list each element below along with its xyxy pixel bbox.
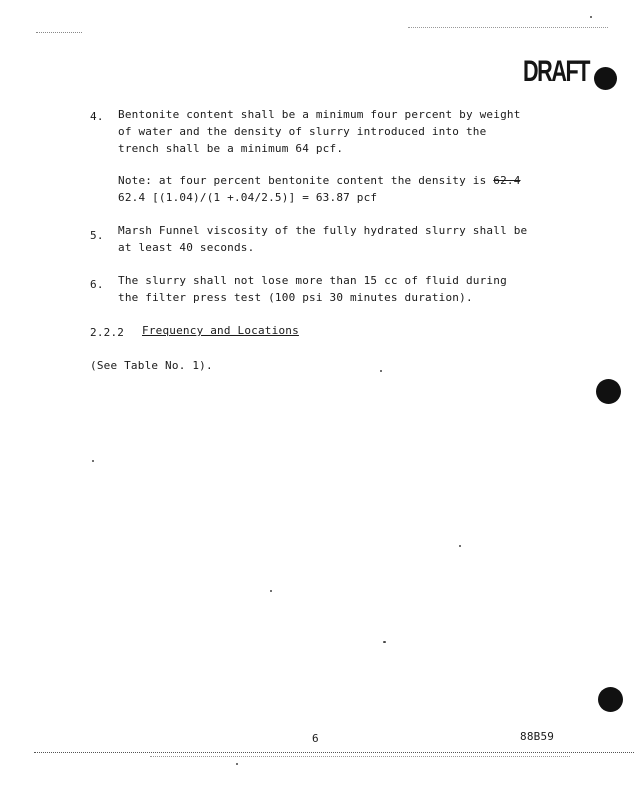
list-item-line: at least 40 seconds.	[118, 241, 255, 254]
scan-artifact	[459, 545, 461, 547]
draft-stamp: DRAFT	[523, 55, 589, 88]
note-text: Note: at four percent bentonite content the density is	[118, 174, 487, 187]
punch-hole	[598, 687, 623, 712]
scan-artifact	[34, 752, 634, 754]
scan-artifact	[590, 16, 592, 18]
table-reference: (See Table No. 1).	[90, 359, 213, 372]
list-item-number: 4.	[90, 110, 104, 123]
list-item-line: Marsh Funnel viscosity of the fully hydrated slurry shall be	[118, 224, 528, 237]
note-line	[118, 174, 521, 187]
punch-hole	[596, 379, 621, 404]
section-number: 2.2.2	[90, 326, 125, 339]
list-item-line: trench shall be a minimum 64 pcf.	[118, 142, 344, 155]
scan-artifact	[36, 32, 82, 34]
page-number: 6	[312, 732, 319, 745]
list-item-number: 6.	[90, 278, 104, 291]
list-item-line: The slurry shall not lose more than 15 cc of fluid during	[118, 274, 507, 287]
list-item-line: of water and the density of slurry introduced into the	[118, 125, 487, 138]
scan-artifact	[236, 763, 238, 765]
scan-artifact	[408, 27, 608, 29]
scan-artifact	[383, 641, 386, 643]
list-item-line: Bentonite content shall be a minimum four percent by weight	[118, 108, 521, 121]
stamp-dot	[594, 67, 617, 90]
scan-artifact	[92, 460, 94, 462]
note-formula: 62.4 [(1.04)/(1 +.04/2.5)] = 63.87 pcf	[118, 191, 378, 204]
list-item-number: 5.	[90, 229, 104, 242]
struck-value: 62.4	[493, 174, 521, 187]
scan-artifact	[380, 370, 382, 372]
section-title: Frequency and Locations	[142, 324, 299, 337]
list-item-line: the filter press test (100 psi 30 minutes duration).	[118, 291, 473, 304]
scan-artifact	[270, 590, 272, 592]
scan-artifact	[150, 756, 570, 758]
document-id: 88B59	[520, 730, 555, 743]
